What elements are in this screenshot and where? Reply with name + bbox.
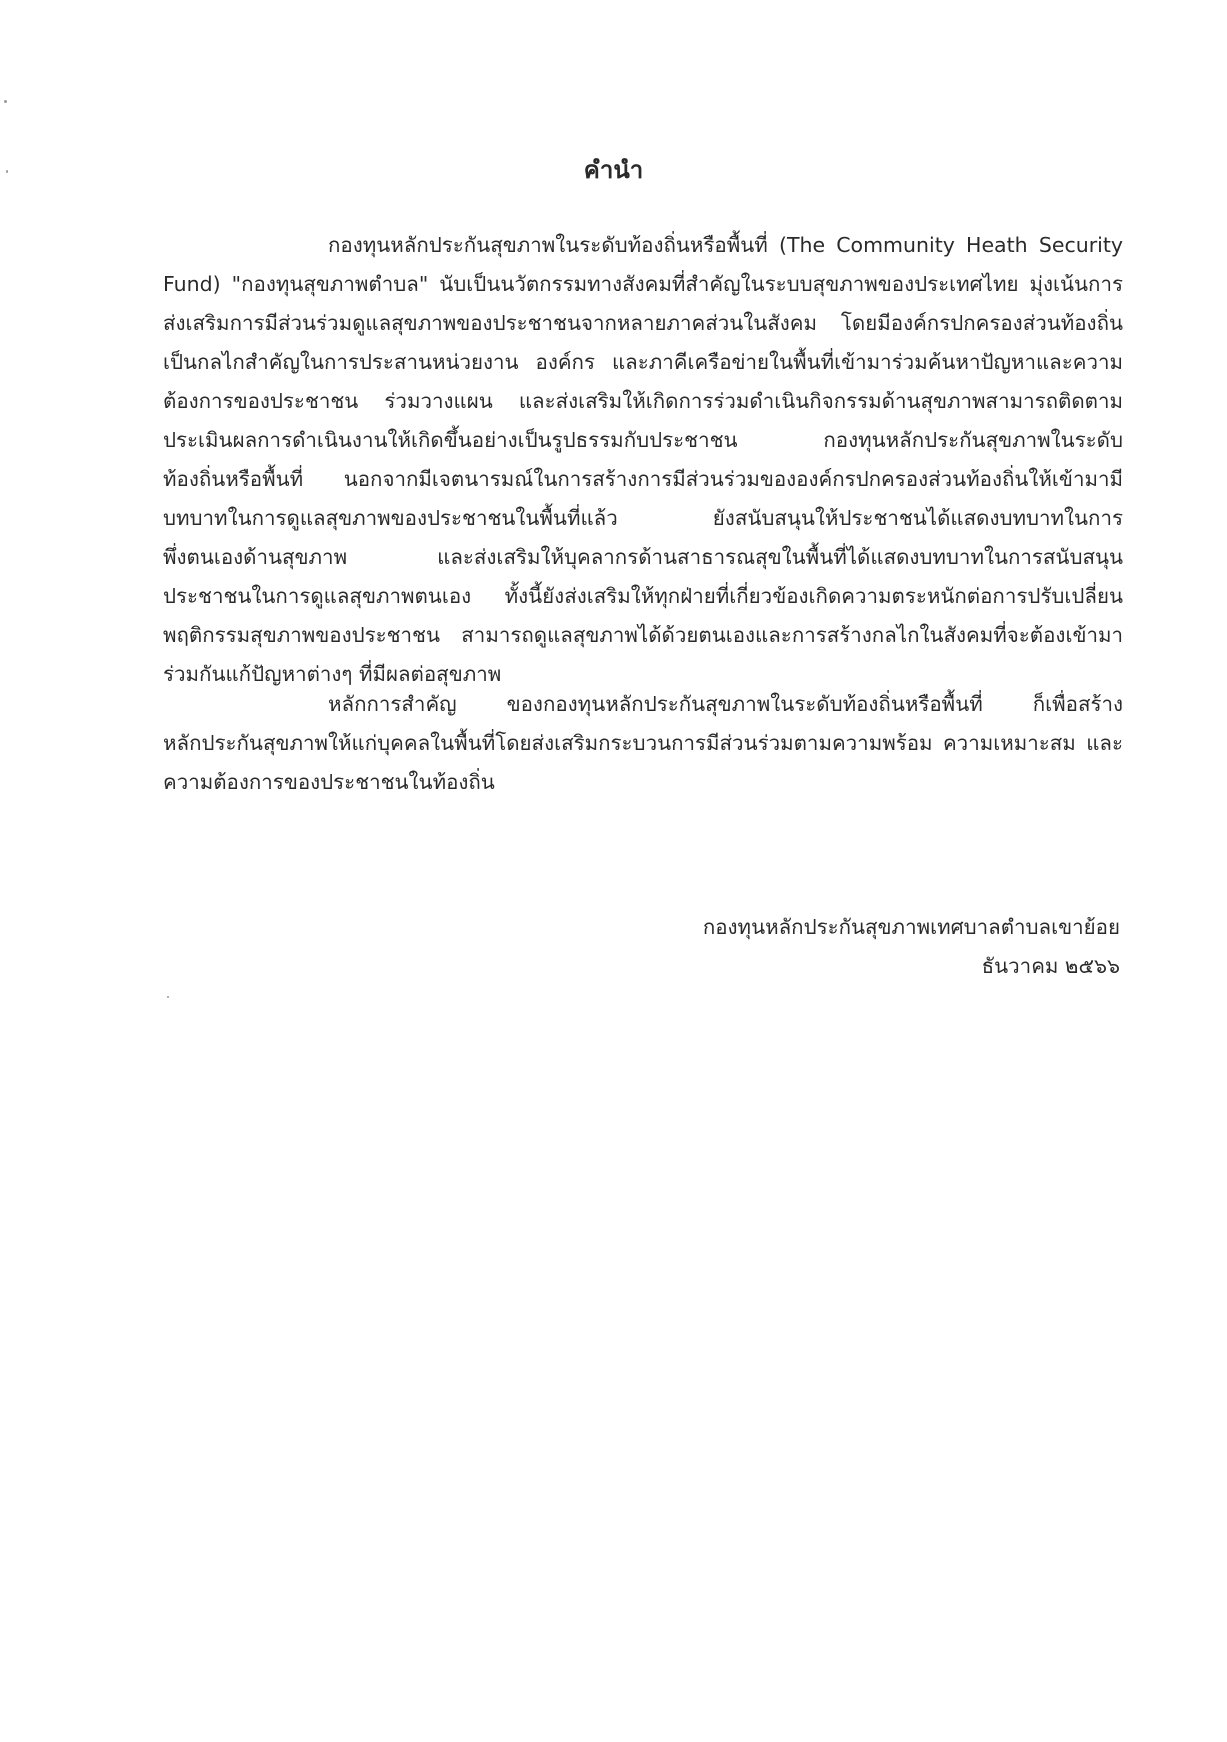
- signature-block: [620, 908, 1120, 986]
- signature-date: ธันวาคม ๒๕๖๖: [981, 954, 1120, 978]
- text-line: ส่งเสริมการมีส่วนร่วมดูแลสุขภาพของประชาชนจากหลายภาคส่วนในสังคม โดยมีองค์กรปกครองส่วนท้องถิ่น: [163, 311, 1123, 335]
- text-line: ร่วมกันแก้ปัญหาต่างๆ ที่มีผลต่อสุขภาพ: [163, 662, 502, 686]
- text-line: กองทุนหลักประกันสุขภาพในระดับท้องถิ่นหรือพื้นที่ (The Community Heath Security: [328, 233, 1123, 257]
- text-line: ประเมินผลการดำเนินงานให้เกิดขึ้นอย่างเป็นรูปธรรมกับประชาชน กองทุนหลักประกันสุขภาพในระดับ: [163, 428, 1123, 452]
- paragraph-2: [163, 685, 1123, 802]
- text-line: Fund) "กองทุนสุขภาพตำบล" นับเป็นนวัตกรรมทางสังคมที่สำคัญในระบบสุขภาพของประเทศไทย มุ่งเน้นการ: [163, 272, 1123, 296]
- text-line: ท้องถิ่นหรือพื้นที่ นอกจากมีเจตนารมณ์ในการสร้างการมีส่วนร่วมขององค์กรปกครองส่วนท้องถิ่นให้เข้ามามี: [163, 467, 1123, 491]
- paragraph-1: [163, 226, 1123, 694]
- text-line: หลักการสำคัญ ของกองทุนหลักประกันสุขภาพในระดับท้องถิ่นหรือพื้นที่ ก็เพื่อสร้าง: [328, 692, 1123, 716]
- text-line: พึ่งตนเองด้านสุขภาพ และส่งเสริมให้บุคลากรด้านสาธารณสุขในพื้นที่ได้แสดงบทบาทในการสนับสนุน: [163, 545, 1123, 569]
- document-title: คำนำ: [583, 156, 644, 184]
- text-line: พฤติกรรมสุขภาพของประชาชน สามารถดูแลสุขภาพได้ด้วยตนเองและการสร้างกลไกในสังคมที่จะต้องเข้ามา: [163, 623, 1123, 647]
- text-line: หลักประกันสุขภาพให้แก่บุคคลในพื้นที่โดยส่งเสริมกระบวนการมีส่วนร่วมตามความพร้อม ความเหมาะสม และ: [163, 731, 1123, 755]
- text-line: ต้องการของประชาชน ร่วมวางแผน และส่งเสริมให้เกิดการร่วมดำเนินกิจกรรมด้านสุขภาพสามารถติดตาม: [163, 389, 1123, 413]
- text-line: บทบาทในการดูแลสุขภาพของประชาชนในพื้นที่แล้ว ยังสนับสนุนให้ประชาชนได้แสดงบทบาทในการ: [163, 506, 1123, 530]
- text-line: เป็นกลไกสำคัญในการประสานหน่วยงาน องค์กร และภาคีเครือข่ายในพื้นที่เข้ามาร่วมค้นหาปัญหาและความ: [163, 350, 1123, 374]
- text-line: ความต้องการของประชาชนในท้องถิ่น: [163, 770, 495, 794]
- text-line: ประชาชนในการดูแลสุขภาพตนเอง ทั้งนี้ยังส่งเสริมให้ทุกฝ่ายที่เกี่ยวข้องเกิดความตระหนักต่อการปรับเปลี่ยน: [163, 584, 1123, 608]
- scan-speck: [4, 100, 7, 103]
- scan-speck: [167, 996, 169, 998]
- signature-organization: กองทุนหลักประกันสุขภาพเทศบาลตำบลเขาย้อย: [702, 915, 1120, 939]
